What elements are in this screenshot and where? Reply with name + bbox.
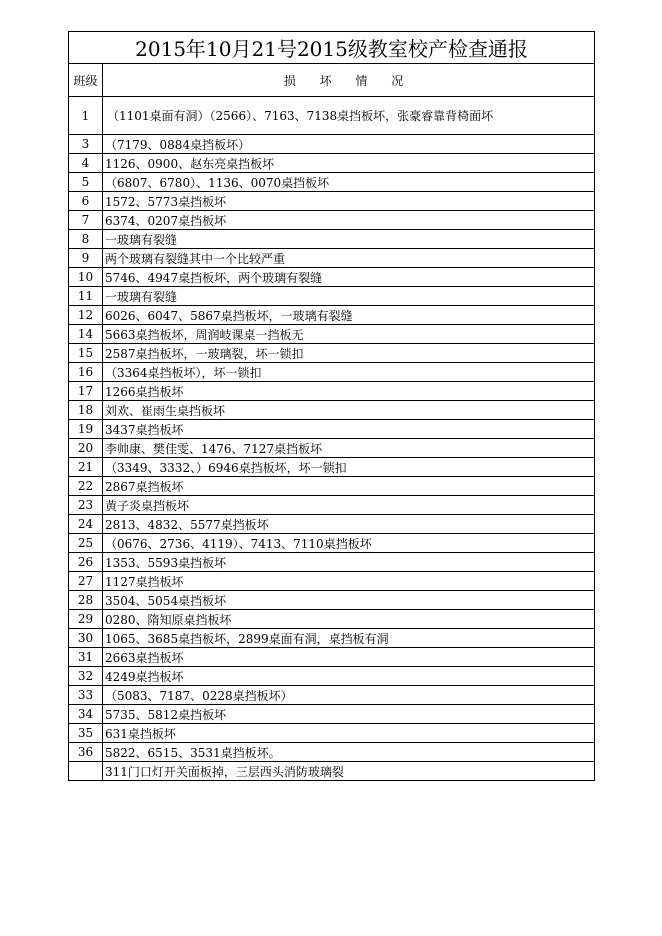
damage-description-cell: （3349、3332、）6946桌挡板坏，坏一锁扣 [103,458,595,477]
damage-description-cell: 2813、4832、5577桌挡板坏 [103,515,595,534]
class-number-cell: 21 [69,458,103,477]
damage-description-cell: 一玻璃有裂缝 [103,230,595,249]
table-row [69,363,595,382]
table-row [69,667,595,686]
class-number-cell: 11 [69,287,103,306]
inspection-report-table [68,31,595,781]
table-row [69,496,595,515]
class-number-cell: 25 [69,534,103,553]
damage-description-cell: 2587桌挡板坏，一玻璃裂，坏一锁扣 [103,344,595,363]
table-row [69,686,595,705]
table-row [69,762,595,781]
table-row [69,477,595,496]
class-number-cell: 17 [69,382,103,401]
table-row [69,439,595,458]
class-number-cell: 15 [69,344,103,363]
class-number-cell: 4 [69,154,103,173]
table-row [69,648,595,667]
table-row [69,268,595,287]
table-row [69,420,595,439]
class-number-cell: 1 [69,97,103,135]
table-row [69,743,595,762]
damage-description-cell: 1127桌挡板坏 [103,572,595,591]
damage-description-cell: 2663桌挡板坏 [103,648,595,667]
table-row [69,724,595,743]
table-row [69,458,595,477]
table-row [69,534,595,553]
class-number-cell: 3 [69,135,103,154]
class-number-cell: 34 [69,705,103,724]
damage-description-cell: （7179、0884桌挡板坏） [103,135,595,154]
table-row [69,610,595,629]
damage-description-cell: 5735、5812桌挡板坏 [103,705,595,724]
damage-description-cell: 1353、5593桌挡板坏 [103,553,595,572]
damage-description-cell: 5663桌挡板坏，周润岐课桌一挡板无 [103,325,595,344]
damage-description-cell: 5746、4947桌挡板坏，两个玻璃有裂缝 [103,268,595,287]
class-number-cell: 18 [69,401,103,420]
damage-description-cell: 0280、隋知原桌挡板坏 [103,610,595,629]
table-row [69,401,595,420]
class-number-cell: 19 [69,420,103,439]
column-header-damage: 损 坏 情 况 [103,64,595,97]
class-number-cell: 36 [69,743,103,762]
damage-description-cell: 3504、5054桌挡板坏 [103,591,595,610]
class-number-cell: 31 [69,648,103,667]
class-number-cell: 7 [69,211,103,230]
class-number-cell: 12 [69,306,103,325]
damage-description-cell: （5083、7187、0228桌挡板坏） [103,686,595,705]
class-number-cell: 8 [69,230,103,249]
damage-description-cell: 刘欢、崔雨生桌挡板坏 [103,401,595,420]
damage-description-cell: 一玻璃有裂缝 [103,287,595,306]
table-row [69,97,595,135]
column-header-class: 班级 [69,64,103,97]
damage-description-cell: （6807、6780）、1136、0070桌挡板坏 [103,173,595,192]
class-number-cell: 29 [69,610,103,629]
class-number-cell: 14 [69,325,103,344]
class-number-cell: 28 [69,591,103,610]
class-number-cell: 24 [69,515,103,534]
table-row [69,154,595,173]
title-row [69,32,595,64]
class-number-cell: 33 [69,686,103,705]
table-row [69,135,595,154]
class-number-cell: 23 [69,496,103,515]
table-row [69,382,595,401]
table-row [69,287,595,306]
table-row [69,572,595,591]
damage-description-cell: 2867桌挡板坏 [103,477,595,496]
class-number-cell: 16 [69,363,103,382]
class-number-cell: 26 [69,553,103,572]
class-number-cell: 10 [69,268,103,287]
damage-description-cell: （0676、2736、4119）、7413、7110桌挡板坏 [103,534,595,553]
table-row [69,325,595,344]
damage-description-cell: 李帅康、樊佳雯、1476、7127桌挡板坏 [103,439,595,458]
table-row [69,173,595,192]
damage-description-cell: 1065、3685桌挡板坏，2899桌面有洞，桌挡板有洞 [103,629,595,648]
damage-description-cell: 4249桌挡板坏 [103,667,595,686]
table-row [69,249,595,268]
damage-description-cell: 1572、5773桌挡板坏 [103,192,595,211]
table-row [69,306,595,325]
table-row [69,230,595,249]
damage-description-cell: 黄子炎桌挡板坏 [103,496,595,515]
class-number-cell: 5 [69,173,103,192]
class-number-cell: 22 [69,477,103,496]
table-row [69,192,595,211]
damage-description-cell: 两个玻璃有裂缝其中一个比较严重 [103,249,595,268]
table-row [69,211,595,230]
damage-description-cell: 1126、0900、赵东亮桌挡板坏 [103,154,595,173]
table-row [69,591,595,610]
damage-description-cell: （3364桌挡板坏），坏一锁扣 [103,363,595,382]
table-body [69,97,595,781]
damage-description-cell: 631桌挡板坏 [103,724,595,743]
damage-description-cell: 6026、6047、5867桌挡板坏，一玻璃有裂缝 [103,306,595,325]
damage-description-cell: 1266桌挡板坏 [103,382,595,401]
class-number-cell: 27 [69,572,103,591]
damage-description-cell: 6374、0207桌挡板坏 [103,211,595,230]
table-row [69,515,595,534]
table-row [69,705,595,724]
table-row [69,629,595,648]
damage-description-cell: （1101桌面有洞）（2566）、7163、7138桌挡板坏，张豪睿靠背椅面坏 [103,97,595,135]
damage-description-cell: 311门口灯开关面板掉，三层西头消防玻璃裂 [103,762,595,781]
class-number-cell: 20 [69,439,103,458]
class-number-cell: 6 [69,192,103,211]
damage-description-cell: 3437桌挡板坏 [103,420,595,439]
table-row [69,344,595,363]
damage-description-cell: 5822、6515、3531桌挡板坏。 [103,743,595,762]
class-number-cell: 9 [69,249,103,268]
class-number-cell: 35 [69,724,103,743]
report-title: 2015年10月21号2015级教室校产检查通报 [69,32,595,64]
table-row [69,553,595,572]
class-number-cell: 32 [69,667,103,686]
class-number-cell: 30 [69,629,103,648]
class-number-cell [69,762,103,781]
header-row [69,64,595,97]
